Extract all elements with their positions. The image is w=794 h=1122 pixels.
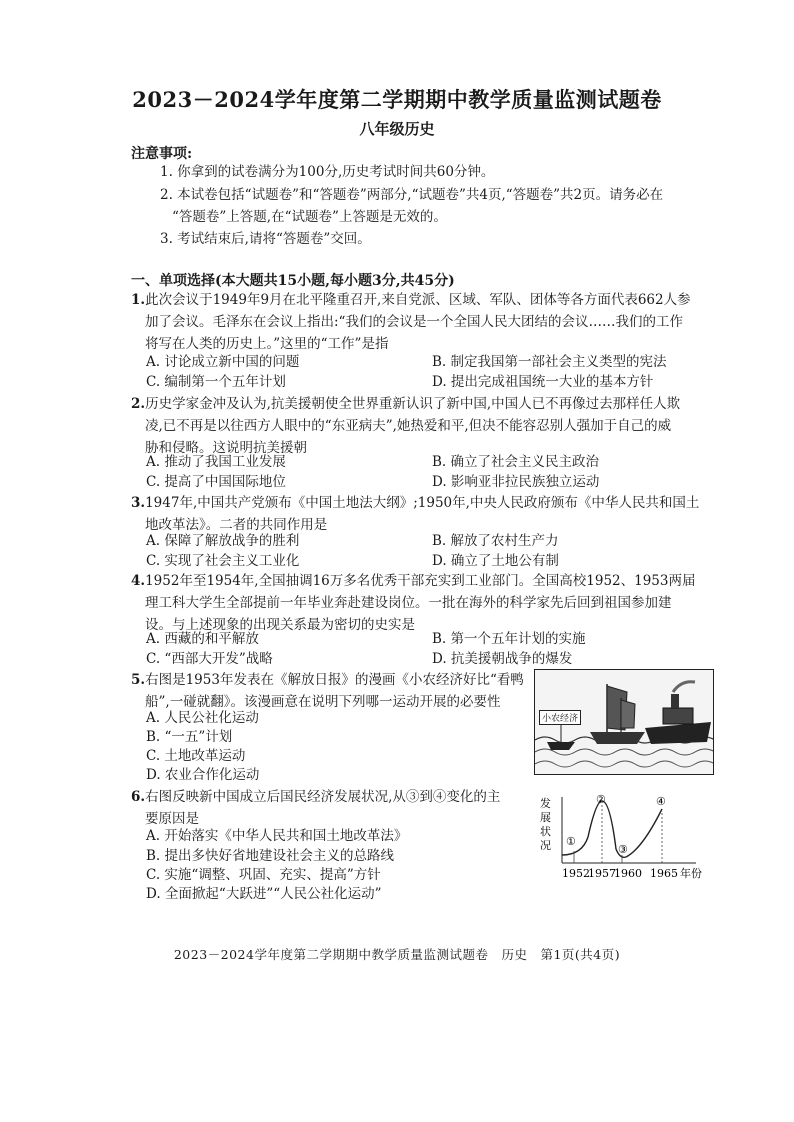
question-number: 4. [131, 573, 146, 589]
option-d[interactable]: D. 影响亚非拉民族独立运动 [432, 474, 600, 490]
option-a[interactable]: A. 西藏的和平解放 [146, 631, 259, 647]
question-line: 右图反映新中国成立后国民经济发展状况,从③到④变化的主 [145, 789, 501, 805]
question-line: 要原因是 [145, 811, 199, 827]
option-d[interactable]: D. 提出完成祖国统一大业的基本方针 [432, 374, 654, 390]
option-c[interactable]: C. 实施“调整、巩固、充实、提高”方针 [146, 867, 381, 883]
question-number: 3. [131, 495, 146, 511]
cartoon-image [534, 669, 714, 775]
question-line: 此次会议于1949年9月在北平隆重召开,来自党派、区域、军队、团体等各方面代表662人参 [145, 292, 691, 308]
y-axis-label-1: 发 [540, 797, 551, 810]
x-tick-label: 1960 [614, 867, 642, 880]
exam-title: 2023－2024学年度第二学期期中教学质量监测试题卷 [132, 87, 662, 112]
point-label: ① [566, 835, 576, 848]
exam-subtitle: 八年级历史 [359, 120, 435, 138]
question-line: 将写在人类的历史上。”这里的“工作”是指 [145, 336, 389, 352]
y-axis-label-3: 状 [540, 825, 551, 838]
option-b[interactable]: B. 提出多快好省地建设社会主义的总路线 [146, 848, 395, 864]
question-4 [131, 570, 711, 636]
question-number: 1. [131, 292, 146, 308]
point-label: ② [596, 793, 606, 806]
question-line: 船”,一碰就翻》。该漫画意在说明下列哪一运动开展的必要性 [145, 694, 501, 710]
option-a[interactable]: A. 人民公社化运动 [146, 710, 259, 726]
page-footer: 2023－2024学年度第二学期期中教学质量监测试题卷 历史 第1页(共4页) [173, 947, 621, 962]
option-d[interactable]: D. 抗美援朝战争的爆发 [432, 651, 573, 667]
note-item: 2. 本试卷包括“试题卷”和“答题卷”两部分,“试题卷”共4页,“答题卷”共2页。请务必在 [160, 187, 664, 203]
option-c[interactable]: C. 土地改革运动 [146, 748, 246, 764]
question-line: 1947年,中国共产党颁布《中国土地法大纲》;1950年,中央人民政府颁布《中华人民共和国土 [145, 495, 700, 511]
option-c[interactable]: C. “西部大开发”战略 [146, 651, 273, 667]
note-item: 1. 你拿到的试卷满分为100分,历史考试时间共60分钟。 [160, 164, 495, 180]
question-1 [131, 289, 711, 355]
question-number: 5. [131, 672, 146, 688]
question-line: 历史学家金冲及认为,抗美援朝使全世界重新认识了新中国,中国人已不再像过去那样任人欺 [145, 396, 681, 412]
point-label: ④ [656, 795, 666, 808]
point-label: ③ [618, 843, 628, 856]
question-line: 右图是1953年发表在《解放日报》的漫画《小农经济好比“看鸭 [145, 672, 524, 688]
option-b[interactable]: B. 确立了社会主义民主政治 [432, 454, 600, 470]
x-axis-label: 年份 [680, 867, 702, 880]
question-line: 设。与上述现象的出现关系最为密切的史实是 [145, 617, 415, 633]
note-item: 3. 考试结束后,请将“答题卷”交回。 [160, 231, 371, 247]
question-line: 凌,已不再是以往西方人眼中的“东亚病夫”,她热爱和平,但决不能容忍别人强加于自己的威 [145, 418, 672, 434]
question-line: 1952年至1954年,全国抽调16万多名优秀干部充实到工业部门。全国高校1952、1953两届 [145, 573, 696, 589]
option-a[interactable]: A. 讨论成立新中国的问题 [146, 354, 300, 370]
section-heading: 一、单项选择(本大题共15小题,每小题3分,共45分) [131, 273, 455, 289]
option-b[interactable]: B. 制定我国第一部社会主义类型的宪法 [432, 354, 667, 370]
option-a[interactable]: A. 保障了解放战争的胜利 [146, 533, 300, 549]
question-line: 地改革法》。二者的共同作用是 [145, 517, 328, 533]
option-d[interactable]: D. 全面掀起“大跃进”“人民公社化运动” [146, 886, 382, 902]
question-6 [131, 786, 531, 830]
x-tick-label: 1952 [562, 867, 590, 880]
note-item: “答题卷”上答题,在“试题卷”上答题是无效的。 [172, 209, 447, 225]
economy-chart [538, 793, 708, 883]
option-b[interactable]: B. “一五”计划 [146, 729, 233, 745]
option-c[interactable]: C. 编制第一个五年计划 [146, 374, 286, 390]
option-d[interactable]: D. 农业合作化运动 [146, 767, 260, 783]
option-b[interactable]: B. 第一个五年计划的实施 [432, 631, 586, 647]
question-line: 理工科大学生全部提前一年毕业奔赴建设岗位。一批在海外的科学家先后回到祖国参加建 [145, 595, 672, 611]
question-3 [131, 492, 711, 536]
option-c[interactable]: C. 提高了中国国际地位 [146, 474, 286, 490]
question-number: 2. [131, 396, 146, 412]
question-line: 胁和侵略。这说明抗美援朝 [145, 440, 307, 456]
y-axis-label-2: 展 [540, 811, 551, 824]
question-5 [131, 669, 526, 713]
option-c[interactable]: C. 实现了社会主义工业化 [146, 553, 300, 569]
cartoon-label: 小农经济 [539, 710, 581, 725]
option-a[interactable]: A. 推动了我国工业发展 [146, 454, 286, 470]
series-line [562, 801, 662, 857]
option-a[interactable]: A. 开始落实《中华人民共和国土地改革法》 [146, 828, 408, 844]
x-tick-label: 1957 [588, 867, 616, 880]
y-axis-label-4: 况 [540, 839, 551, 852]
question-number: 6. [131, 789, 146, 805]
question-line: 加了会议。毛泽东在会议上指出:“我们的会议是一个全国人民大团结的会议……我们的工作 [145, 314, 683, 330]
notes-heading: 注意事项: [131, 146, 193, 162]
question-2 [131, 393, 711, 459]
x-tick-label: 1965 [650, 867, 678, 880]
option-b[interactable]: B. 解放了农村生产力 [432, 533, 559, 549]
option-d[interactable]: D. 确立了土地公有制 [432, 553, 559, 569]
